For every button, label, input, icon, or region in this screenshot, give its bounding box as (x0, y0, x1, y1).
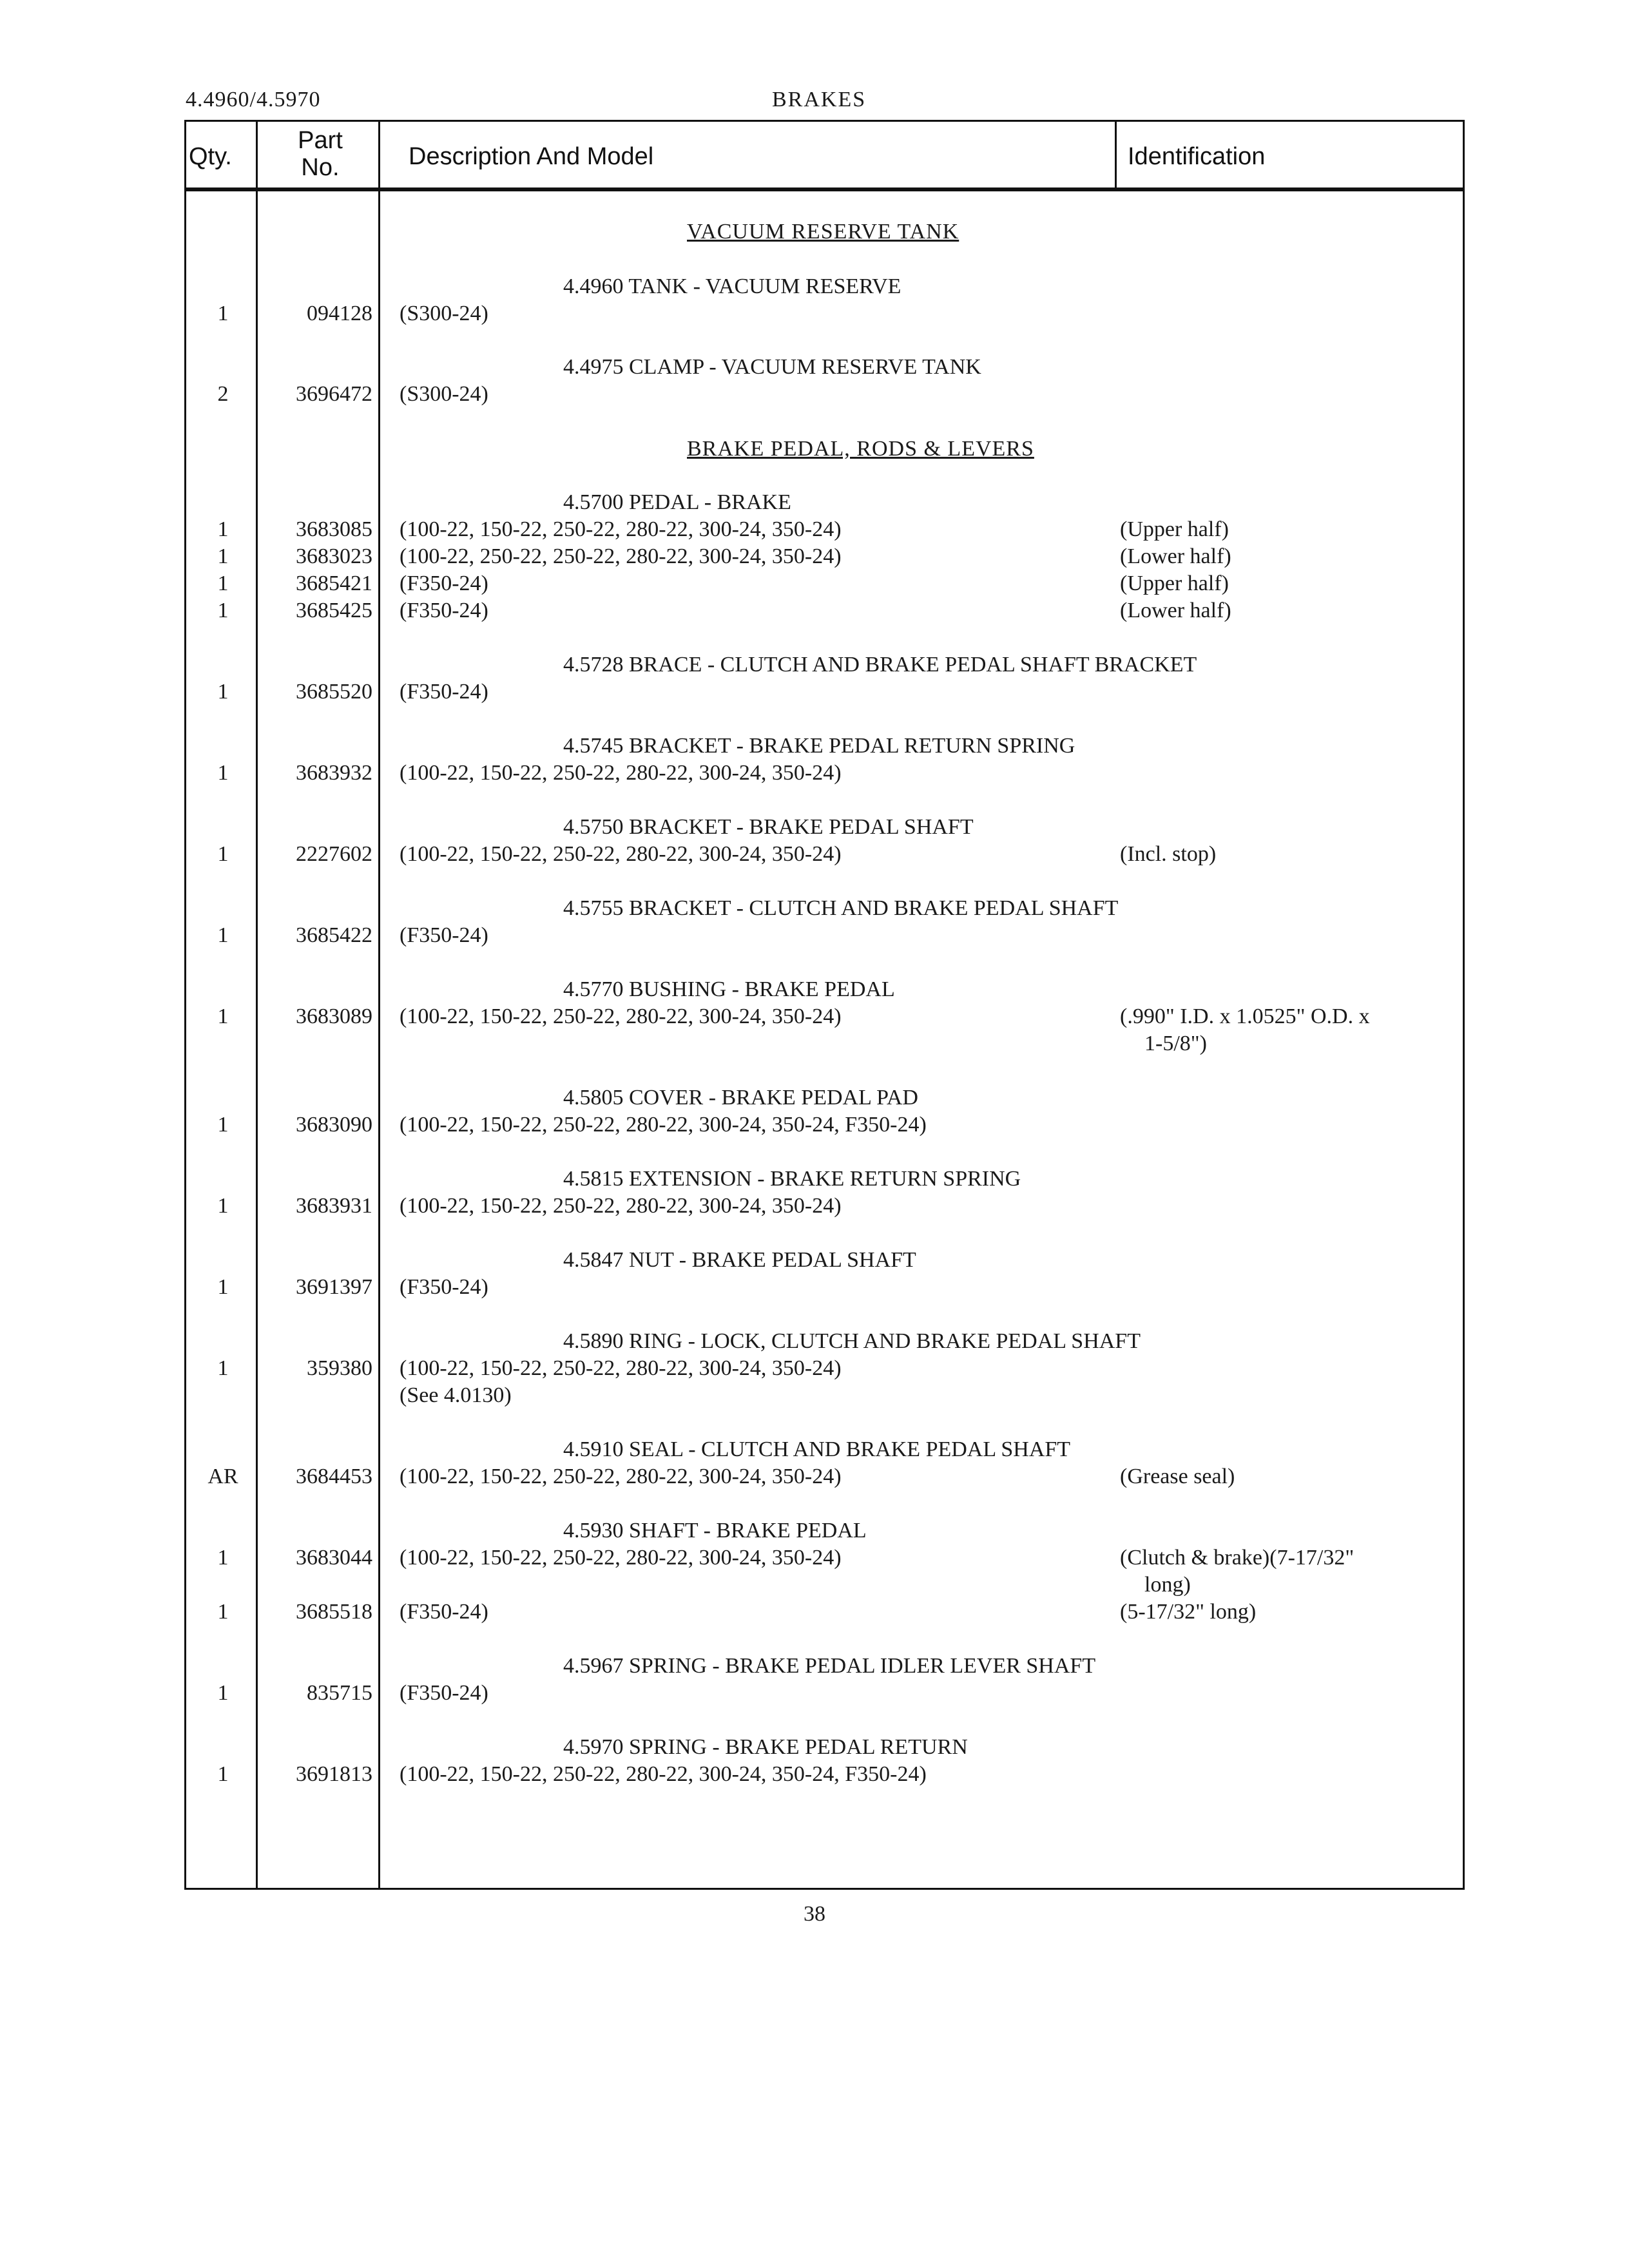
qty-cell: 1 (217, 1762, 229, 1786)
model-description: (100-22, 150-22, 250-22, 280-22, 300-24, 350-24) (400, 1004, 842, 1028)
identification-cell: (Clutch & brake)(7-17/32" (1120, 1546, 1354, 1570)
item-title: 4.4975 CLAMP - VACUUM RESERVE TANK (563, 355, 981, 379)
model-description: (F350-24) (400, 1600, 488, 1624)
identification-cell: (Lower half) (1120, 599, 1231, 622)
qty-cell: 1 (217, 1356, 229, 1380)
model-description: (100-22, 150-22, 250-22, 280-22, 300-24, 350-24) (400, 1356, 842, 1380)
identification-column-header: Identification (1128, 143, 1266, 170)
qty-cell: 1 (217, 1275, 229, 1299)
item-title: 4.5815 EXTENSION - BRAKE RETURN SPRING (563, 1167, 1021, 1191)
column-divider (1115, 122, 1117, 187)
part-number-cell: 359380 (307, 1356, 372, 1380)
identification-cell-continued: long) (1144, 1573, 1191, 1597)
part-number-cell: 094128 (307, 302, 372, 325)
model-description: (100-22, 150-22, 250-22, 280-22, 300-24, 350-24) (400, 1194, 842, 1218)
part-number-cell: 3685520 (296, 680, 372, 704)
item-title: 4.5967 SPRING - BRAKE PEDAL IDLER LEVER SHAFT (563, 1654, 1096, 1678)
model-description: (100-22, 150-22, 250-22, 280-22, 300-24, 350-24) (400, 842, 842, 866)
part-number-cell: 3683089 (296, 1004, 372, 1028)
model-description: (F350-24) (400, 1275, 488, 1299)
qty-cell: 1 (217, 1681, 229, 1705)
model-description: (F350-24) (400, 680, 488, 704)
identification-cell: (Grease seal) (1120, 1465, 1235, 1488)
section-title: BRAKES (772, 88, 867, 111)
qty-cell: 1 (217, 1113, 229, 1137)
qty-cell: 1 (217, 302, 229, 325)
model-description: (See 4.0130) (400, 1383, 512, 1407)
part-number-cell: 3691397 (296, 1275, 372, 1299)
part-number-cell: 3685421 (296, 572, 372, 595)
item-title: 4.5728 BRACE - CLUTCH AND BRAKE PEDAL SHAFT BRACKET (563, 653, 1197, 677)
item-title: 4.5750 BRACKET - BRAKE PEDAL SHAFT (563, 815, 974, 839)
part-number-cell: 3685518 (296, 1600, 372, 1624)
qty-cell: 1 (217, 599, 229, 622)
item-title: 4.5970 SPRING - BRAKE PEDAL RETURN (563, 1735, 968, 1759)
qty-cell: 1 (217, 1546, 229, 1570)
item-title: 4.5847 NUT - BRAKE PEDAL SHAFT (563, 1248, 916, 1272)
part-number-cell: 3683931 (296, 1194, 372, 1218)
qty-cell: 2 (217, 382, 229, 406)
model-description: (F350-24) (400, 572, 488, 595)
identification-cell: (Upper half) (1120, 572, 1229, 595)
part-number-cell: 835715 (307, 1681, 372, 1705)
qty-cell: AR (207, 1465, 238, 1488)
page-number: 38 (804, 1902, 825, 1926)
qty-cell: 1 (217, 680, 229, 704)
qty-cell: 1 (217, 1600, 229, 1624)
description-column-header: Description And Model (409, 143, 654, 170)
item-title: 4.5930 SHAFT - BRAKE PEDAL (563, 1519, 867, 1542)
model-description: (F350-24) (400, 923, 488, 947)
identification-cell: (Lower half) (1120, 544, 1231, 568)
part-number-cell: 3683932 (296, 761, 372, 785)
model-description: (100-22, 150-22, 250-22, 280-22, 300-24, 350-24) (400, 1465, 842, 1488)
page-reference: 4.4960/4.5970 (186, 88, 321, 111)
item-title: 4.5890 RING - LOCK, CLUTCH AND BRAKE PEDAL SHAFT (563, 1329, 1141, 1353)
qty-cell: 1 (217, 517, 229, 541)
qty-cell: 1 (217, 544, 229, 568)
part-number-cell: 3691813 (296, 1762, 372, 1786)
part-number-cell: 3685425 (296, 599, 372, 622)
model-description: (100-22, 250-22, 250-22, 280-22, 300-24, 350-24) (400, 544, 842, 568)
qty-cell: 1 (217, 761, 229, 785)
qty-cell: 1 (217, 842, 229, 866)
part-number-cell: 3683044 (296, 1546, 372, 1570)
part-number-cell: 3685422 (296, 923, 372, 947)
column-divider (378, 122, 380, 1888)
model-description: (100-22, 150-22, 250-22, 280-22, 300-24, 350-24, F350-24) (400, 1113, 927, 1137)
part-number-cell: 3684453 (296, 1465, 372, 1488)
part-number-cell: 3683090 (296, 1113, 372, 1137)
part-column-header-line2: No. (301, 154, 340, 181)
model-description: (F350-24) (400, 1681, 488, 1705)
model-description: (100-22, 150-22, 250-22, 280-22, 300-24, 350-24) (400, 517, 842, 541)
part-number-cell: 2227602 (296, 842, 372, 866)
model-description: (F350-24) (400, 599, 488, 622)
qty-cell: 1 (217, 1194, 229, 1218)
item-title: 4.5745 BRACKET - BRAKE PEDAL RETURN SPRING (563, 734, 1075, 758)
model-description: (100-22, 150-22, 250-22, 280-22, 300-24, 350-24) (400, 761, 842, 785)
item-title: 4.5700 PEDAL - BRAKE (563, 490, 791, 514)
qty-cell: 1 (217, 923, 229, 947)
identification-cell: (5-17/32" long) (1120, 1600, 1257, 1624)
qty-cell: 1 (217, 1004, 229, 1028)
model-description: (S300-24) (400, 382, 488, 406)
section-heading: BRAKE PEDAL, RODS & LEVERS (687, 437, 1034, 461)
item-title: 4.4960 TANK - VACUUM RESERVE (563, 274, 901, 298)
identification-cell-continued: 1-5/8") (1144, 1032, 1207, 1055)
model-description: (100-22, 150-22, 250-22, 280-22, 300-24, 350-24, F350-24) (400, 1762, 927, 1786)
section-heading: VACUUM RESERVE TANK (687, 220, 959, 244)
identification-cell: (Incl. stop) (1120, 842, 1217, 866)
header-rule (186, 187, 1463, 191)
qty-cell: 1 (217, 572, 229, 595)
item-title: 4.5770 BUSHING - BRAKE PEDAL (563, 977, 895, 1001)
item-title: 4.5805 COVER - BRAKE PEDAL PAD (563, 1086, 918, 1110)
item-title: 4.5910 SEAL - CLUTCH AND BRAKE PEDAL SHAFT (563, 1437, 1071, 1461)
item-title: 4.5755 BRACKET - CLUTCH AND BRAKE PEDAL SHAFT (563, 896, 1119, 920)
model-description: (100-22, 150-22, 250-22, 280-22, 300-24, 350-24) (400, 1546, 842, 1570)
qty-column-header: Qty. (189, 143, 232, 170)
identification-cell: (Upper half) (1120, 517, 1229, 541)
part-number-cell: 3683023 (296, 544, 372, 568)
identification-cell: (.990" I.D. x 1.0525" O.D. x (1120, 1004, 1370, 1028)
model-description: (S300-24) (400, 302, 488, 325)
part-number-cell: 3696472 (296, 382, 372, 406)
part-number-cell: 3683085 (296, 517, 372, 541)
part-column-header-line1: Part (298, 127, 343, 154)
